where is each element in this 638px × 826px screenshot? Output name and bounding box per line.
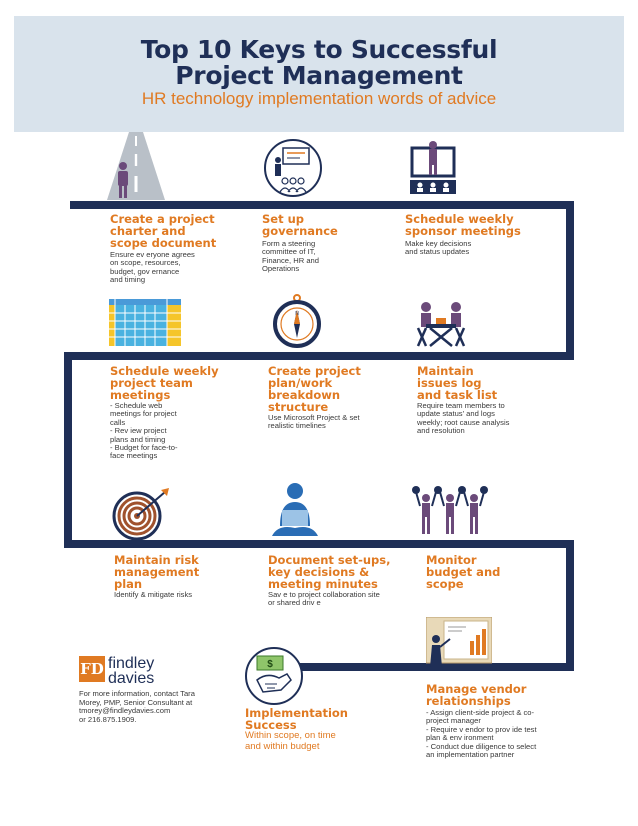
page-title-line1: Top 10 Keys to Successful xyxy=(140,35,498,64)
calendar-icon xyxy=(109,299,181,346)
path-segment xyxy=(70,201,574,209)
brand-logo-mark: FD xyxy=(79,656,105,682)
step-8-title: Document set-ups, key decisions & meeting minutes xyxy=(268,553,391,591)
step-9-title: Monitor budget and scope xyxy=(426,553,501,591)
path-segment xyxy=(64,352,72,547)
path-segment xyxy=(64,352,574,360)
path-segment xyxy=(566,201,574,359)
step-5-title: Create project plan/work breakdown structure xyxy=(268,364,361,414)
step-10-title: Manage vendor relationships xyxy=(426,682,527,708)
final-title: Implementation Success xyxy=(245,706,348,732)
target-icon xyxy=(111,486,173,540)
road-icon xyxy=(105,132,167,200)
svg-text:$: $ xyxy=(267,659,273,670)
step-10-body: - Assign client-side project & co- project manager - Require v endor to prov ide test plan & env ironment - Conduct due diligence to select an implementation partner xyxy=(426,708,537,760)
laptop-person-icon xyxy=(270,482,320,538)
page-subtitle: HR technology implementation words of advice xyxy=(141,89,497,108)
step-5-body: Use Microsoft Project & set realistic timelines xyxy=(268,413,360,431)
presentation-icon xyxy=(262,138,324,198)
final-subtitle: Within scope, on time and within budget xyxy=(245,730,336,752)
brand-logo-text: findley davies xyxy=(108,655,155,687)
step-6-body: Require team members to update status' and logs weekly; root cause analysis and resolution xyxy=(417,401,510,436)
step-2-body: Form a steering committee of IT, Finance, HR and Operations xyxy=(262,239,319,274)
step-7-title: Maintain risk management plan xyxy=(114,553,200,591)
vendor-board-icon xyxy=(426,617,492,667)
step-2-title: Set up governance xyxy=(262,212,338,238)
path-segment xyxy=(566,540,574,670)
contact-info: For more information, contact Tara Morey, PMP, Senior Consultant at tmorey@findleydavies.com or 216.875.1909. xyxy=(79,689,195,724)
svg-text:N: N xyxy=(295,311,299,317)
step-4-body: - Schedule web meetings for project calls - Rev iew project plans and timing - Budget for face-to- face meetings xyxy=(110,401,178,461)
team-table-icon xyxy=(414,298,468,348)
step-3-body: Make key decisions and status updates xyxy=(405,239,472,257)
sponsor-meeting-icon xyxy=(408,140,458,196)
path-segment xyxy=(64,540,574,548)
step-4-title: Schedule weekly project team meetings xyxy=(110,364,219,402)
step-6-title: Maintain issues log and task list xyxy=(417,364,498,402)
step-1-body: Ensure ev eryone agrees on scope, resources, budget, gov ernance and timing xyxy=(110,250,195,285)
success-money-icon xyxy=(243,646,305,706)
budget-people-icon xyxy=(412,484,488,536)
step-3-title: Schedule weekly sponsor meetings xyxy=(405,212,521,238)
page-title-line2: Project Management xyxy=(175,61,463,90)
compass-icon xyxy=(272,294,322,348)
step-1-title: Create a project charter and scope document xyxy=(110,212,217,250)
step-8-body: Sav e to project collaboration site or shared driv e xyxy=(268,590,380,608)
step-7-body: Identify & mitigate risks xyxy=(114,590,193,599)
